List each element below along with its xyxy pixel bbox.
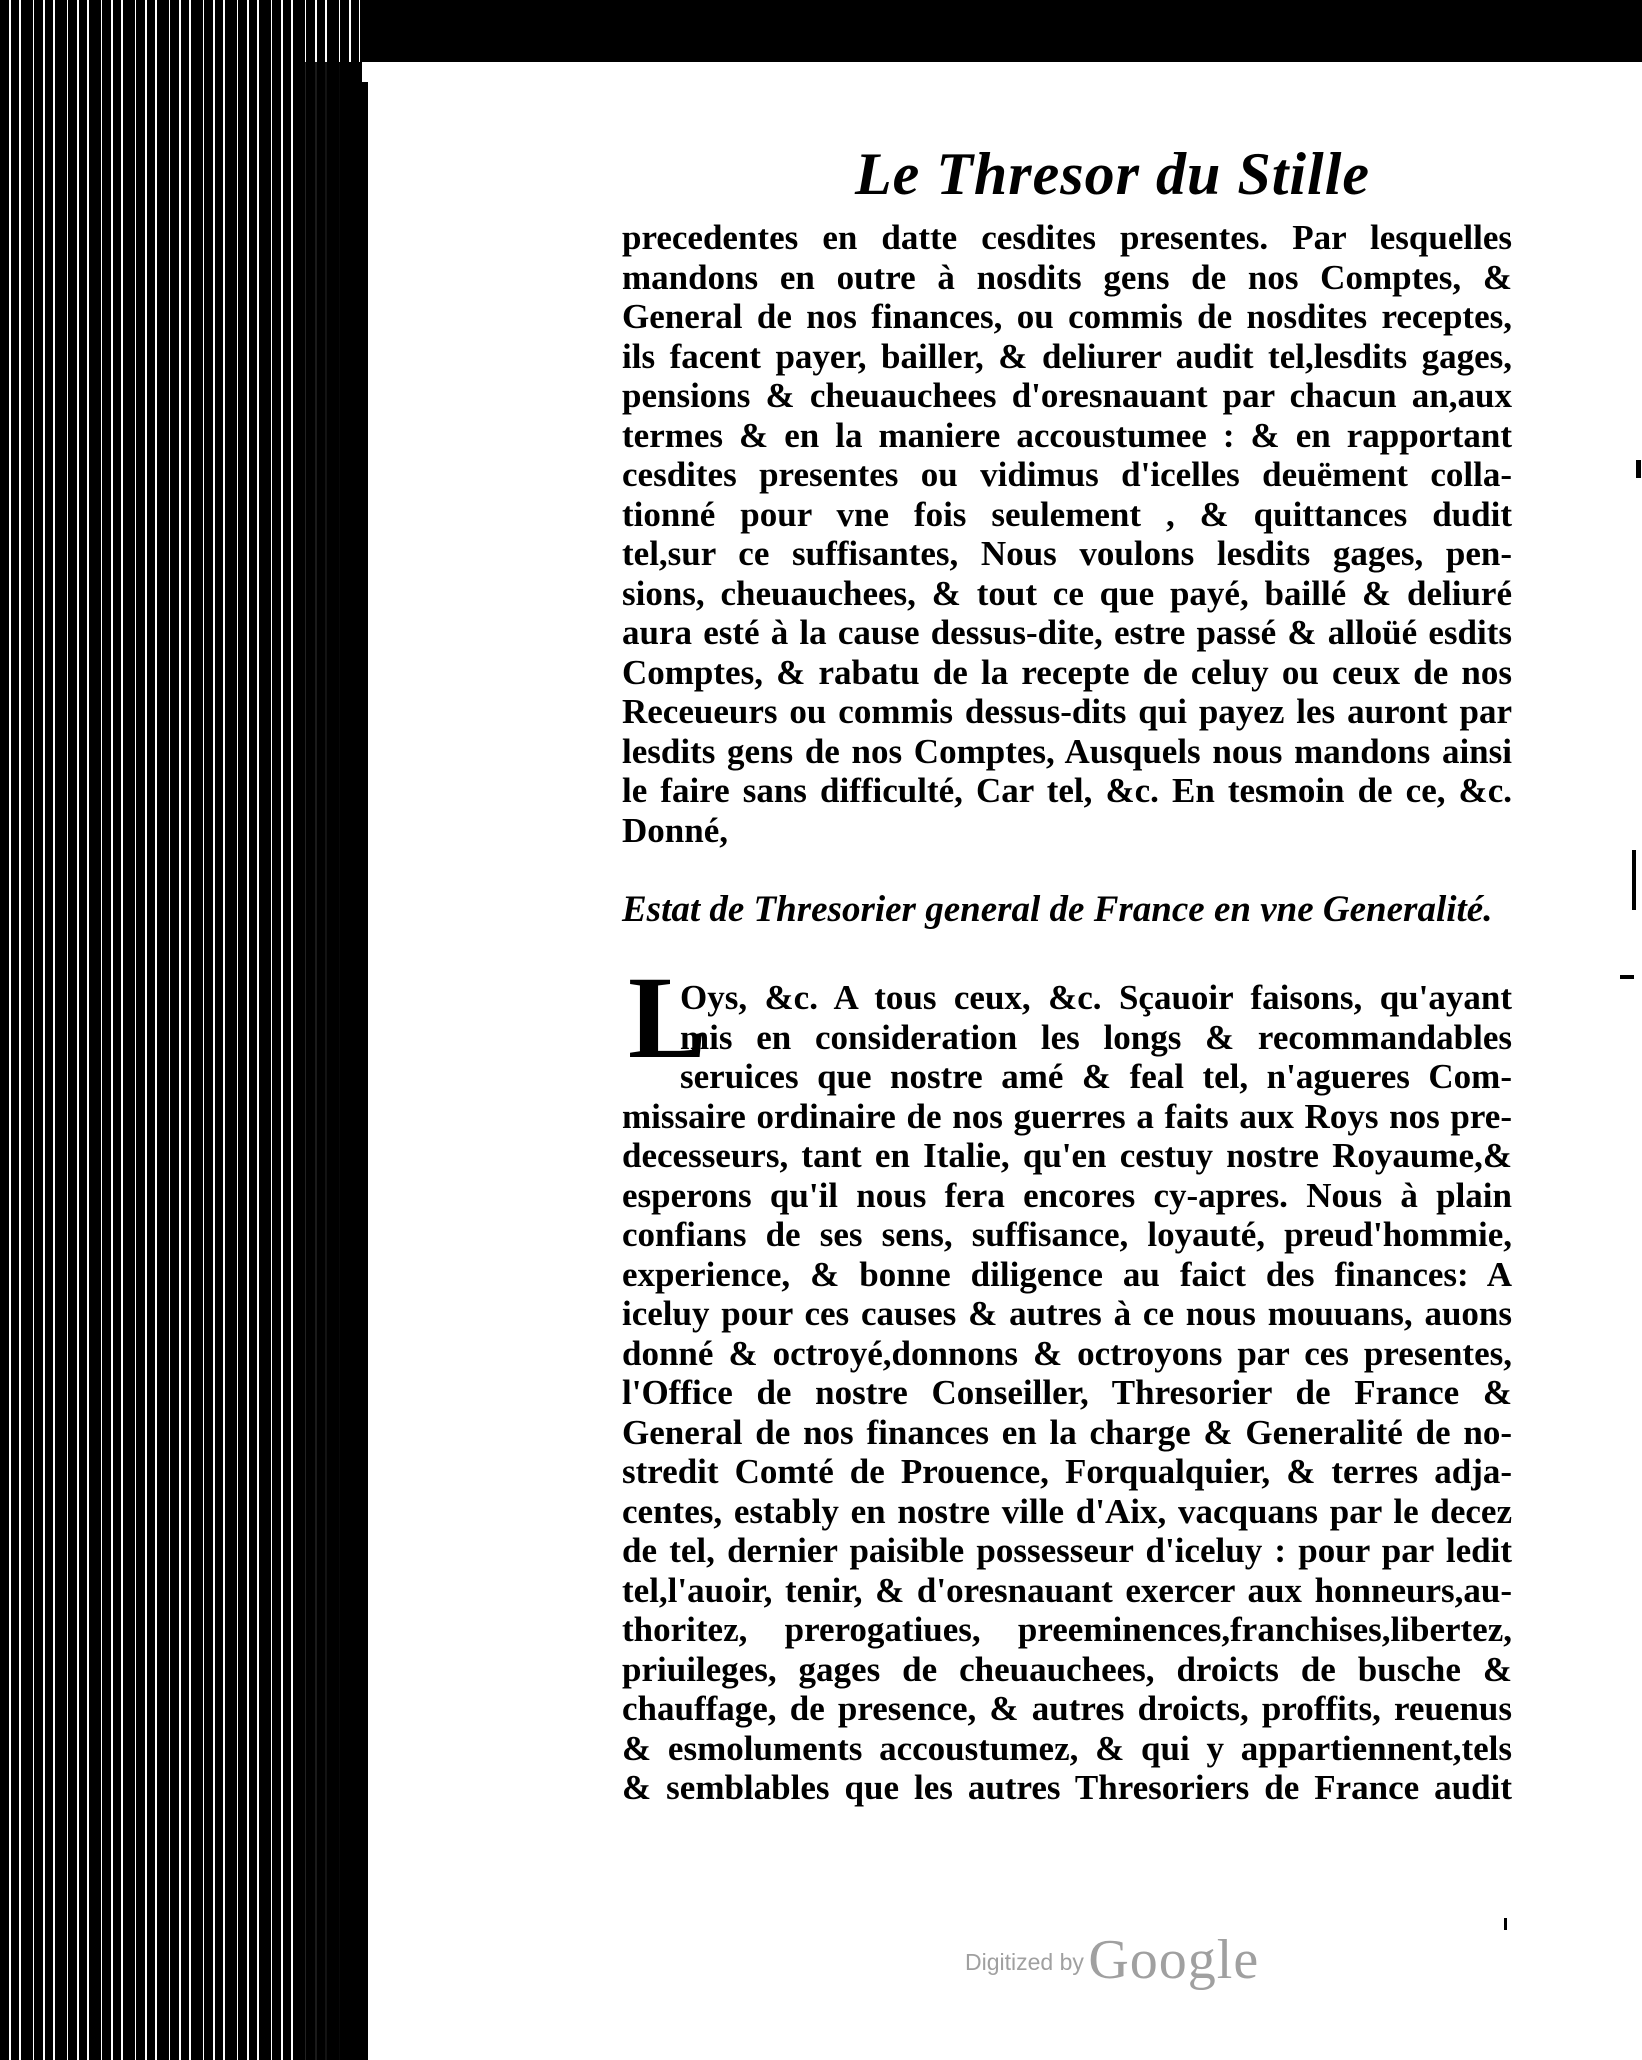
text-line: General de nos finances en la charge & Generalité de no- — [622, 1412, 1512, 1452]
text-line: ils facent payer, bailler, & deliurer audit tel,lesdits gages, — [622, 336, 1512, 376]
paragraph-2 — [622, 978, 1512, 1808]
binding-gutter — [300, 62, 362, 2060]
text-line: donné & octroyé,donnons & octroyons par ces presentes, — [622, 1333, 1512, 1373]
digitized-watermark — [965, 1928, 1259, 1992]
text-line: confians de ses sens, suffisance, loyauté, preud'hommie, — [622, 1215, 1512, 1254]
text-line: aura esté à la cause dessus-dite, estre passé & alloüé esdits — [622, 613, 1512, 652]
text-line: mis en consideration les longs & recommandables — [680, 1017, 1512, 1057]
margin-speck — [1620, 975, 1634, 979]
text-line: Receueurs ou commis dessus-dits qui payez les auront par — [622, 692, 1512, 731]
text-line: General de nos finances, ou commis de nosdites receptes, — [622, 297, 1512, 336]
text-line: thoritez, prerogatiues, preeminences,franchises,libertez, — [622, 1610, 1512, 1649]
text-line: precedentes en datte cesdites presentes. Par lesquelles — [622, 218, 1512, 257]
watermark-brand: Google — [1088, 1929, 1260, 1991]
text-line: centes, estably en nostre ville d'Aix, vacquans par le decez — [622, 1491, 1512, 1531]
text-line: pensions & cheuauchees d'oresnauant par chacun an,aux — [622, 376, 1512, 415]
text-line: esperons qu'il nous fera encores cy-apres. Nous à plain — [622, 1175, 1512, 1215]
text-line: missaire ordinaire de nos guerres a faits aux Roys nos pre- — [622, 1096, 1512, 1136]
margin-speck — [1504, 1918, 1507, 1930]
text-line: lesdits gens de nos Comptes, Ausquels nous mandons ainsi — [622, 731, 1512, 771]
text-line: chauffage, de presence, & autres droicts, proffits, reuenus — [622, 1689, 1512, 1728]
text-line: tel,sur ce suffisantes, Nous voulons lesdits gages, pen- — [622, 534, 1512, 573]
text-line: experience, & bonne diligence au faict des finances: A — [622, 1254, 1512, 1294]
paragraph-1 — [622, 218, 1512, 850]
text-line: tel,l'auoir, tenir, & d'oresnauant exercer aux honneurs,au- — [622, 1570, 1512, 1610]
text-line: tionné pour vne fois seulement , & quittances dudit — [622, 494, 1512, 534]
text-line: priuileges, gages de cheuauchees, droicts de busche & — [622, 1649, 1512, 1689]
text-line: mandons en outre à nosdits gens de nos Comptes, & — [622, 257, 1512, 297]
text-line: le faire sans difficulté, Car tel, &c. En tesmoin de ce, &c. — [622, 771, 1512, 810]
drop-cap: L — [628, 952, 707, 1083]
text-line: Comptes, & rabatu de la recepte de celuy ou ceux de nos — [622, 652, 1512, 692]
text-line: & semblables que les autres Thresoriers de France audit — [622, 1768, 1512, 1807]
text-line: stredit Comté de Prouence, Forqualquier, & terres adja- — [622, 1452, 1512, 1491]
text-line: de tel, dernier paisible possesseur d'iceluy : pour par ledit — [622, 1531, 1512, 1570]
text-line: l'Office de nostre Conseiller, Thresorier de France & — [622, 1373, 1512, 1412]
text-line: & esmoluments accoustumez, & qui y appartiennent,tels — [622, 1728, 1512, 1768]
text-line: sions, cheuauchees, & tout ce que payé, baillé & deliuré — [622, 573, 1512, 613]
text-line: termes & en la maniere accoustumee : & en rapportant — [622, 415, 1512, 455]
text-line: cesdites presentes ou vidimus d'icelles deuëment colla- — [622, 455, 1512, 494]
text-line: Oys, &c. A tous ceux, &c. Sçauoir faisons, qu'ayant — [680, 978, 1512, 1017]
watermark-prefix: Digitized by — [965, 1949, 1084, 1975]
text-line: decesseurs, tant en Italie, qu'en cestuy nostre Royaume,& — [622, 1136, 1512, 1175]
margin-speck — [1636, 460, 1641, 478]
margin-speck — [1632, 850, 1636, 910]
text-line: Donné, — [622, 810, 728, 850]
text-line: seruices que nostre amé & feal tel, n'agueres Com- — [680, 1057, 1512, 1096]
section-heading: Estat de Thresorier general de France en vne Generalité. — [622, 889, 1493, 930]
running-head: Le Thresor du Stille — [855, 141, 1371, 207]
text-line: iceluy pour ces causes & autres à ce nous mouuans, auons — [622, 1294, 1512, 1333]
page-edge — [362, 82, 368, 2060]
